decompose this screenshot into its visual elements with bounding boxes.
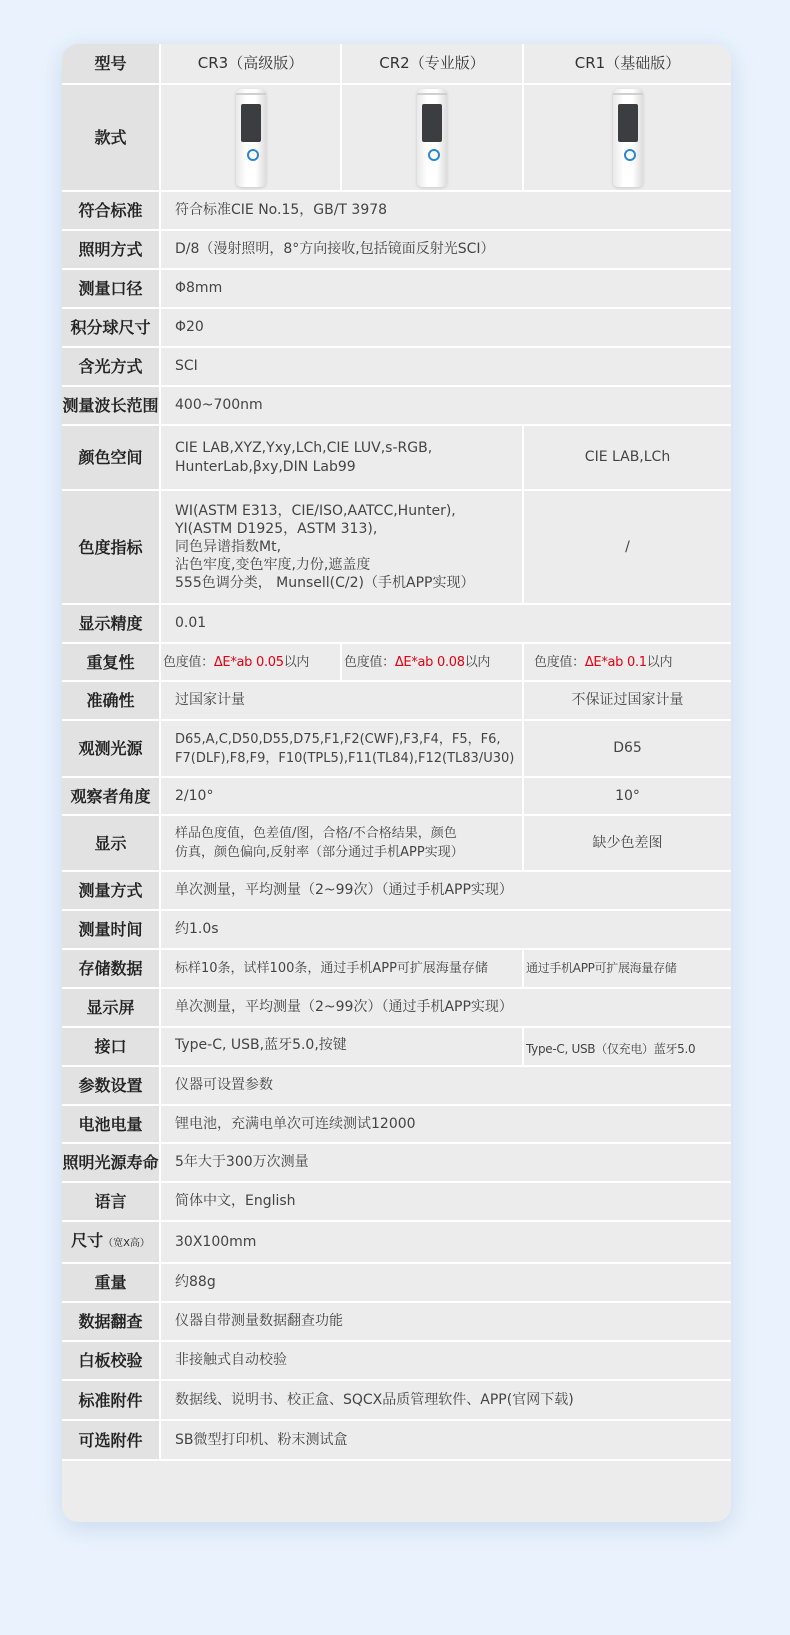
row-value: D65,A,C,D50,D55,D75,F1,F2(CWF),F3,F4，F5，F6, F7(DLF),F8,F9，F10(TPL5),F11(TL84),F12(TL83/U30) bbox=[160, 720, 523, 777]
spec-table-card bbox=[62, 44, 731, 1522]
row-value: 0.01 bbox=[160, 604, 731, 643]
row-value: 锂电池，充满电单次可连续测试12000 bbox=[160, 1105, 731, 1143]
row-label: 测量方式 bbox=[62, 871, 160, 910]
row-value: Type-C, USB,蓝牙5.0,按键 bbox=[160, 1027, 523, 1066]
cr3-repeat: 色度值：ΔE*ab 0.05以内 bbox=[160, 643, 341, 681]
row-label: 数据翻查 bbox=[62, 1302, 160, 1341]
row-value: Φ20 bbox=[160, 308, 731, 347]
row-wave bbox=[62, 386, 731, 425]
row-value: 约88g bbox=[160, 1263, 731, 1302]
row-label: 显示屏 bbox=[62, 988, 160, 1027]
cr1-value: D65 bbox=[523, 720, 731, 777]
row-source bbox=[62, 720, 731, 777]
cr1-value: 缺少色差图 bbox=[523, 815, 731, 871]
cr2-repeat: 色度值：ΔE*ab 0.08以内 bbox=[341, 643, 523, 681]
cr1-value: Type-C, USB（仅充电）蓝牙5.0 bbox=[523, 1027, 731, 1066]
row-value: 2/10° bbox=[160, 777, 523, 815]
device-image bbox=[417, 89, 447, 187]
row-value: 简体中文，English bbox=[160, 1182, 731, 1221]
row-weight bbox=[62, 1263, 731, 1302]
row-value: SCI bbox=[160, 347, 731, 386]
row-label: 重量 bbox=[62, 1263, 160, 1302]
row-label: 型号 bbox=[62, 44, 160, 84]
row-model bbox=[62, 44, 731, 84]
row-label: 积分球尺寸 bbox=[62, 308, 160, 347]
row-observer bbox=[62, 777, 731, 815]
cr3-image-cell bbox=[160, 84, 341, 191]
row-value: 符合标准CIE No.15，GB/T 3978 bbox=[160, 191, 731, 230]
spec-table bbox=[62, 44, 731, 1461]
row-sphere bbox=[62, 308, 731, 347]
row-label: 符合标准 bbox=[62, 191, 160, 230]
row-label: 尺寸（宽X高） bbox=[62, 1221, 160, 1263]
row-label: 可选附件 bbox=[62, 1420, 160, 1460]
row-label: 电池电量 bbox=[62, 1105, 160, 1143]
row-label: 参数设置 bbox=[62, 1066, 160, 1105]
row-label: 显示 bbox=[62, 815, 160, 871]
cr1-value: CIE LAB,LCh bbox=[523, 425, 731, 490]
row-battery bbox=[62, 1105, 731, 1143]
row-label: 观察者角度 bbox=[62, 777, 160, 815]
model-cr3: CR3（高级版） bbox=[160, 44, 341, 84]
device-image bbox=[613, 89, 643, 187]
row-label: 含光方式 bbox=[62, 347, 160, 386]
row-standard bbox=[62, 191, 731, 230]
model-cr2: CR2（专业版） bbox=[341, 44, 523, 84]
model-cr1: CR1（基础版） bbox=[523, 44, 731, 84]
row-label: 款式 bbox=[62, 84, 160, 191]
row-display bbox=[62, 815, 731, 871]
row-size bbox=[62, 1221, 731, 1263]
row-value: 400~700nm bbox=[160, 386, 731, 425]
row-label: 显示精度 bbox=[62, 604, 160, 643]
row-label: 颜色空间 bbox=[62, 425, 160, 490]
row-index bbox=[62, 490, 731, 604]
row-opt-acc bbox=[62, 1420, 731, 1460]
row-label: 照明光源寿命 bbox=[62, 1143, 160, 1182]
row-label: 测量口径 bbox=[62, 269, 160, 308]
row-value: 单次测量，平均测量（2~99次）（通过手机APP实现） bbox=[160, 871, 731, 910]
row-value: 仪器自带测量数据翻查功能 bbox=[160, 1302, 731, 1341]
row-value: D/8（漫射照明，8°方向接收,包括镜面反射光SCI） bbox=[160, 230, 731, 269]
row-life bbox=[62, 1143, 731, 1182]
row-mode bbox=[62, 871, 731, 910]
row-value: 非接触式自动校验 bbox=[160, 1341, 731, 1380]
cr1-image-cell bbox=[523, 84, 731, 191]
row-label: 重复性 bbox=[62, 643, 160, 681]
row-style bbox=[62, 84, 731, 191]
row-review bbox=[62, 1302, 731, 1341]
row-lang bbox=[62, 1182, 731, 1221]
row-value: 单次测量，平均测量（2~99次）（通过手机APP实现） bbox=[160, 988, 731, 1027]
row-value: SB微型打印机、粉末测试盒 bbox=[160, 1420, 731, 1460]
row-value: 仪器可设置参数 bbox=[160, 1066, 731, 1105]
row-label: 接口 bbox=[62, 1027, 160, 1066]
cr1-value: 10° bbox=[523, 777, 731, 815]
row-interface bbox=[62, 1027, 731, 1066]
row-precision bbox=[62, 604, 731, 643]
row-label: 白板校验 bbox=[62, 1341, 160, 1380]
row-value: 5年大于300万次测量 bbox=[160, 1143, 731, 1182]
row-calib bbox=[62, 1341, 731, 1380]
row-value: 标样10条，试样100条，通过手机APP可扩展海量存储 bbox=[160, 949, 523, 988]
row-label: 照明方式 bbox=[62, 230, 160, 269]
row-aperture bbox=[62, 269, 731, 308]
row-label: 测量时间 bbox=[62, 910, 160, 949]
row-gloss bbox=[62, 347, 731, 386]
row-value: CIE LAB,XYZ,Yxy,LCh,CIE LUV,s-RGB, HunterLab,βxy,DIN Lab99 bbox=[160, 425, 523, 490]
row-repeat bbox=[62, 643, 731, 681]
row-value: 过国家计量 bbox=[160, 681, 523, 720]
row-value: Φ8mm bbox=[160, 269, 731, 308]
cr1-repeat: 色度值：ΔE*ab 0.1以内 bbox=[523, 643, 731, 681]
row-params bbox=[62, 1066, 731, 1105]
row-value: 30X100mm bbox=[160, 1221, 731, 1263]
row-illum bbox=[62, 230, 731, 269]
row-label: 标准附件 bbox=[62, 1380, 160, 1420]
row-screen bbox=[62, 988, 731, 1027]
row-value: WI(ASTM E313，CIE/ISO,AATCC,Hunter), YI(ASTM D1925，ASTM 313), 同色异谱指数Mt, 沾色牢度,变色牢度,力份,遮盖度 555色调分类， Munsell(C/2)（手机APP实现） bbox=[160, 490, 523, 604]
row-value: 样品色度值，色差值/图，合格/不合格结果，颜色 仿真，颜色偏向,反射率（部分通过手机APP实现） bbox=[160, 815, 523, 871]
device-image bbox=[236, 89, 266, 187]
row-time bbox=[62, 910, 731, 949]
row-label: 语言 bbox=[62, 1182, 160, 1221]
cr1-value: 通过手机APP可扩展海量存储 bbox=[523, 949, 731, 988]
row-label: 存储数据 bbox=[62, 949, 160, 988]
row-std-acc bbox=[62, 1380, 731, 1420]
row-label: 观测光源 bbox=[62, 720, 160, 777]
row-value: 约1.0s bbox=[160, 910, 731, 949]
row-value: 数据线、说明书、校正盒、SQCX品质管理软件、APP(官网下载) bbox=[160, 1380, 731, 1420]
row-label: 测量波长范围 bbox=[62, 386, 160, 425]
row-space bbox=[62, 425, 731, 490]
row-label: 准确性 bbox=[62, 681, 160, 720]
cr1-value: 不保证过国家计量 bbox=[523, 681, 731, 720]
row-accuracy bbox=[62, 681, 731, 720]
row-storage bbox=[62, 949, 731, 988]
cr1-value: / bbox=[523, 490, 731, 604]
cr2-image-cell bbox=[341, 84, 523, 191]
row-label: 色度指标 bbox=[62, 490, 160, 604]
